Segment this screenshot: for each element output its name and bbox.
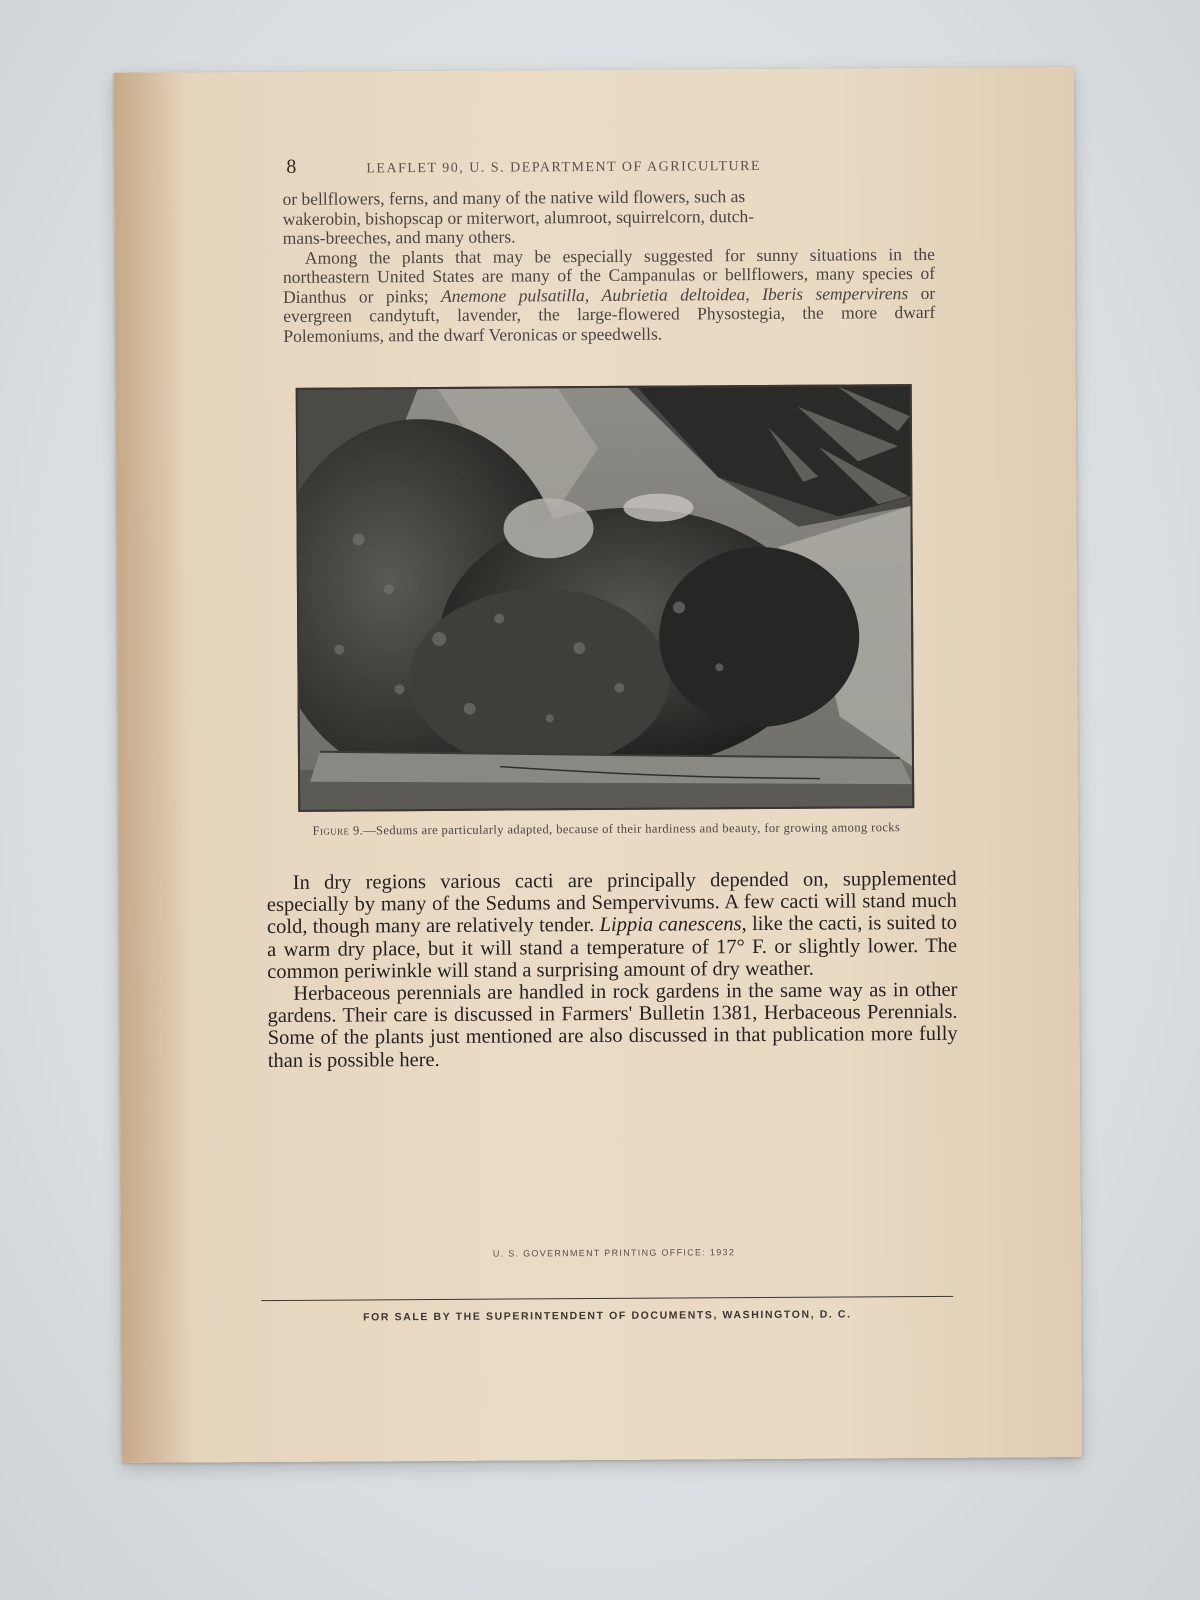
text-run: , like the cacti, is suited to a warm dry place, but it will stand a temperature of 17° F. or slightly lower. The common periwinkle will stand a surprising amount of dry weather.	[267, 912, 958, 983]
running-head	[286, 152, 966, 179]
running-head-title: LEAFLET 90, U. S. DEPARTMENT OF AGRICULTURE	[366, 158, 762, 177]
text-run: or evergreen candytuft, lavender, the large-flowered Physostegia, the more dwarf Polemoniums, and the dwarf Veronicas or speedwells.	[283, 282, 936, 346]
printing-office-imprint: U. S. GOVERNMENT PRINTING OFFICE: 1932	[492, 1247, 736, 1259]
text-run: ,	[745, 283, 763, 304]
species-name: Iberis sempervirens	[762, 282, 909, 304]
species-name: Anemone pulsatilla	[441, 284, 585, 306]
paragraph-dry-regions	[267, 868, 958, 983]
top-text-block	[282, 186, 935, 346]
text-run: In dry regions various cacti are principally depended on, supplemented especially by many of the Sedums and Sempervivums. A few cacti will stand much cold, though many are relatively tender.	[266, 867, 957, 939]
figure-caption	[296, 820, 916, 838]
sedums-photo-illustration	[298, 386, 913, 810]
text-line: wakerobin, bishopscap or miterwort, alumroot, squirrelcorn, dutch-	[282, 205, 755, 229]
leaflet-page	[114, 67, 1082, 1463]
species-name: Aubrietia deltoidea	[601, 283, 746, 305]
paragraph-plants-sunny	[283, 244, 936, 345]
text-line: mans-breeches, and many others.	[282, 226, 516, 248]
main-text-block	[267, 868, 958, 1072]
footer-rule	[261, 1296, 953, 1301]
page-number: 8	[286, 155, 297, 178]
text-run: Among the plants that may be especially suggested for sunny situations in the northeastern United States are many of the Campanulas or bellflowers, many species of Dianthus or pinks;	[282, 243, 936, 307]
species-name: Lippia canescens	[599, 913, 742, 937]
figure-label: Figure 9.	[312, 823, 364, 838]
figure-caption-text: —Sedums are particularly adapted, because of their hardiness and beauty, for growing among rocks	[363, 820, 901, 838]
text-run: ,	[584, 284, 602, 305]
sale-notice: FOR SALE BY THE SUPERINTENDENT OF DOCUMENTS, WASHINGTON, D. C.	[363, 1308, 852, 1324]
text-line: or bellflowers, ferns, and many of the native wild flowers, such as	[282, 186, 746, 209]
paragraph-herbaceous-perennials: Herbaceous perennials are handled in rock gardens in the same way as in other gardens. Their care is discussed in Farmers' Bulletin 1381, Herbaceous Perennials. Some of the plants just mentioned are also discussed in that publication more fully than is possible here.	[267, 978, 958, 1072]
figure-photo-sedums	[296, 384, 915, 812]
